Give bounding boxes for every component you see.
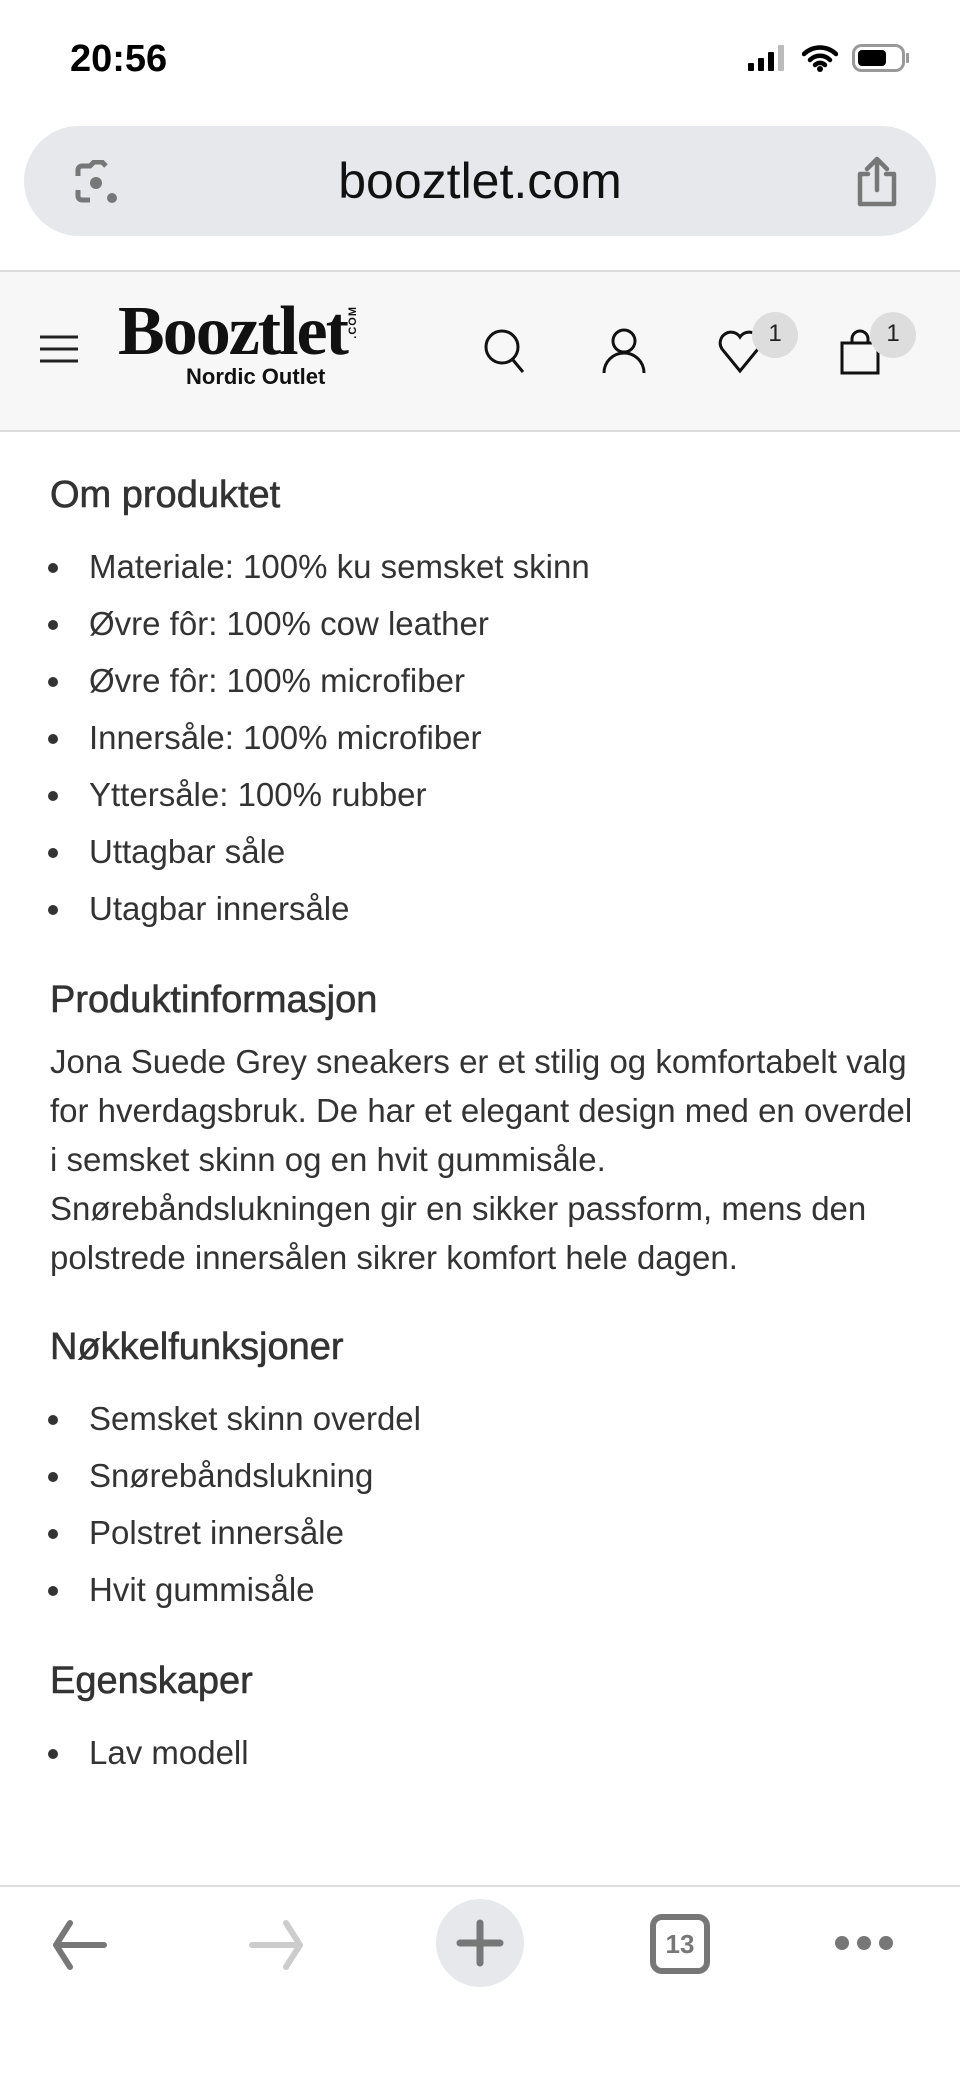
- section-heading: Produktinformasjon: [50, 979, 378, 1021]
- account-icon[interactable]: [602, 327, 646, 375]
- section-heading: Egenskaper: [50, 1660, 253, 1702]
- product-description: Jona Suede Grey sneakers er et stilig og komfortabelt valg for hverdagsbruk. De har et elegant design med en overdel i semsket skinn og en hvit gummisåle. Snørebåndslukningen gir en sikker passform, mens den polstrede innersålen sikrer komfort hele dagen.: [50, 1043, 913, 1276]
- list-item: Snørebåndslukning: [50, 1447, 920, 1504]
- properties-list: [50, 1724, 920, 1781]
- list-item: Semsket skinn overdel: [50, 1390, 920, 1447]
- list-item: Øvre fôr: 100% cow leather: [50, 595, 920, 652]
- wishlist-count-badge: 1: [752, 312, 798, 358]
- site-logo[interactable]: Booztlet.COM: [118, 293, 359, 370]
- section-heading: Nøkkelfunksjoner: [50, 1326, 344, 1368]
- list-item: Polstret innersåle: [50, 1504, 920, 1561]
- list-item: Yttersåle: 100% rubber: [50, 766, 920, 823]
- forward-arrow-icon[interactable]: [248, 1919, 308, 1971]
- signal-icon: [748, 45, 788, 71]
- plus-icon: [436, 1899, 524, 1987]
- cart-count-badge: 1: [870, 312, 916, 358]
- url-text[interactable]: booztlet.com: [338, 153, 622, 209]
- list-item: Uttagbar såle: [50, 823, 920, 880]
- list-item: Materiale: 100% ku semsket skinn: [50, 538, 920, 595]
- list-item: Øvre fôr: 100% microfiber: [50, 652, 920, 709]
- list-item: Lav modell: [50, 1724, 920, 1781]
- share-icon[interactable]: [854, 156, 900, 208]
- browser-toolbar: [0, 1885, 960, 2078]
- more-options-icon[interactable]: [834, 1933, 894, 1953]
- status-time: 20:56: [70, 38, 168, 80]
- site-header: [0, 270, 960, 432]
- menu-icon[interactable]: [40, 334, 78, 364]
- material-list: [50, 538, 920, 937]
- status-bar: [0, 0, 960, 120]
- back-arrow-icon[interactable]: [48, 1919, 108, 1971]
- address-bar[interactable]: [24, 126, 936, 236]
- key-features-list: [50, 1390, 920, 1618]
- wifi-icon: [802, 44, 838, 72]
- battery-icon: [852, 44, 910, 72]
- logo-tagline: Nordic Outlet: [186, 364, 326, 389]
- list-item: Utagbar innersåle: [50, 880, 920, 937]
- search-icon[interactable]: [484, 327, 528, 375]
- list-item: Innersåle: 100% microfiber: [50, 709, 920, 766]
- tabs-count-button[interactable]: 13: [650, 1914, 710, 1974]
- new-tab-button[interactable]: [436, 1899, 524, 1987]
- product-details: [50, 470, 920, 1819]
- list-item: Hvit gummisåle: [50, 1561, 920, 1618]
- section-heading: Om produktet: [50, 474, 281, 516]
